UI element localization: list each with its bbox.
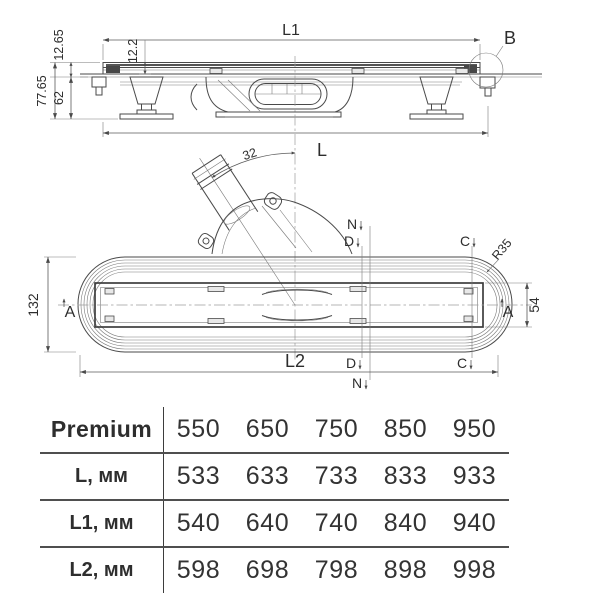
table-cell: 750 <box>314 415 359 443</box>
siphon-trap-side <box>191 77 353 117</box>
dim-width-total: 132 <box>25 293 41 317</box>
right-foot <box>410 77 463 119</box>
mounting-tab <box>262 191 283 211</box>
section-c-top: C <box>459 233 471 249</box>
siphon-trap-plan <box>192 56 355 362</box>
angle-label: 32 <box>240 145 259 164</box>
side-view <box>35 22 542 160</box>
table-row <box>40 454 509 501</box>
table-cell: 998 <box>452 556 497 584</box>
radius-label: R35 <box>489 236 515 263</box>
table-cell: 733 <box>314 462 359 490</box>
table-cell: 850 <box>383 415 428 443</box>
table-cell: 833 <box>383 462 428 490</box>
table-cell: 940 <box>452 509 497 537</box>
left-stub-foot <box>92 77 106 95</box>
section-n-top: N <box>346 216 358 232</box>
table-cell: 798 <box>314 556 359 584</box>
dim-l2-label: L2 <box>284 351 306 371</box>
table-cell: 633 <box>245 462 290 490</box>
dim-height-body: 62 <box>52 91 66 105</box>
spec-table <box>40 407 509 593</box>
detail-b-label: B <box>504 28 517 48</box>
dim-width-inner: 54 <box>526 297 542 313</box>
table-row-header: L2, мм <box>40 548 164 593</box>
table-row-header: Premium <box>40 407 164 452</box>
table-cell: 540 <box>176 509 221 537</box>
dim-height-top: 12.65 <box>52 29 66 61</box>
dim-l1-label: L1 <box>282 22 300 39</box>
table-row <box>40 407 509 454</box>
table-row-header: L, мм <box>40 454 164 499</box>
left-end-cap <box>106 66 120 73</box>
table-cell: 740 <box>314 509 359 537</box>
table-cell: 550 <box>176 415 221 443</box>
section-n-bottom: N <box>351 375 363 391</box>
table-cell: 640 <box>245 509 290 537</box>
section-d-top: D <box>343 233 355 249</box>
table-cell: 698 <box>245 556 290 584</box>
dim-l-label: L <box>316 140 328 160</box>
table-cell: 840 <box>383 509 428 537</box>
table-cell: 933 <box>452 462 497 490</box>
section-d-bottom: D <box>345 355 357 371</box>
table-row-header: L1, мм <box>40 501 164 546</box>
table-cell: 950 <box>452 415 497 443</box>
table-row <box>40 548 509 593</box>
section-a-right: A <box>502 304 514 321</box>
dim-height-total: 77.65 <box>35 75 49 107</box>
table-cell: 598 <box>176 556 221 584</box>
table-cell: 898 <box>383 556 428 584</box>
section-a-left: A <box>64 304 76 321</box>
left-foot <box>120 77 173 119</box>
table-cell: 650 <box>245 415 290 443</box>
dim-grate-depth: 12.2 <box>126 38 140 64</box>
table-cell: 533 <box>176 462 221 490</box>
table-row <box>40 501 509 548</box>
plan-view <box>25 216 542 391</box>
section-c-bottom: C <box>456 355 468 371</box>
